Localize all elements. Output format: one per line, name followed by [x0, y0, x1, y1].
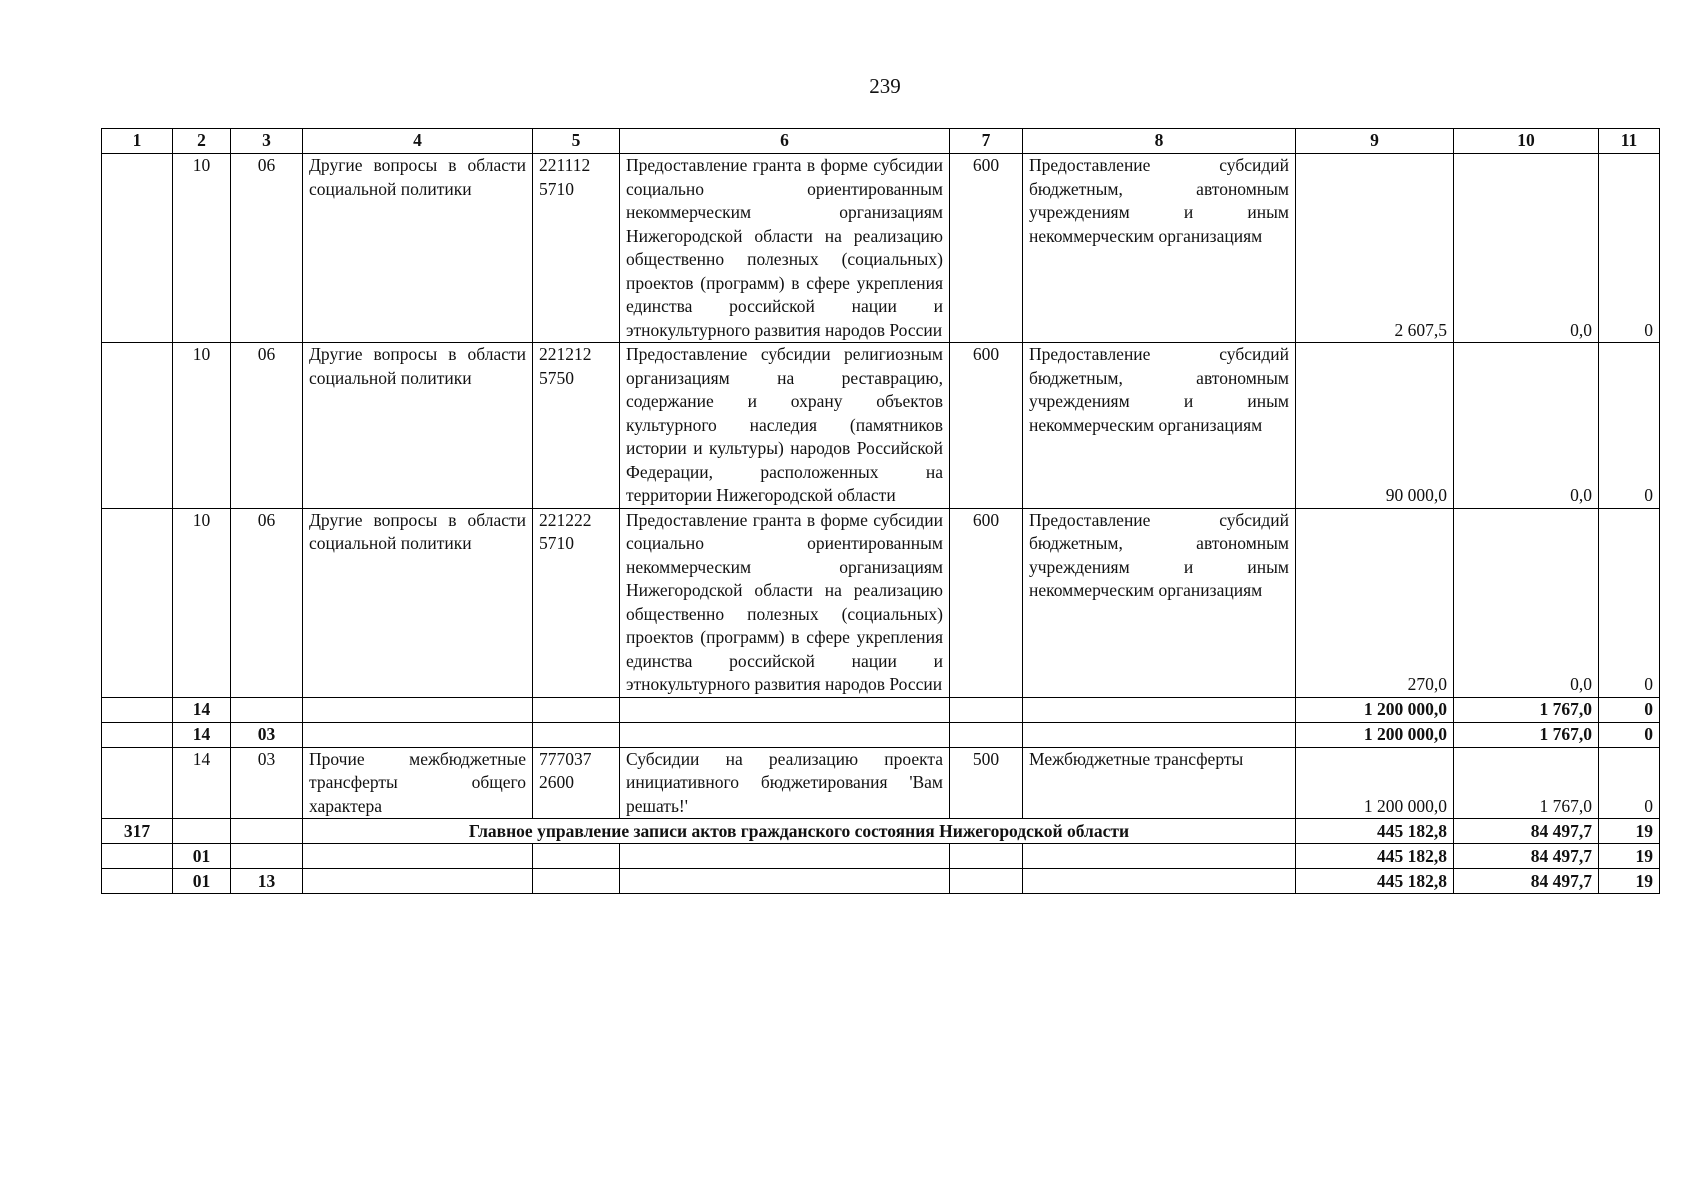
- cell-expense-type: 500: [950, 747, 1023, 819]
- cell-percent: 19: [1599, 869, 1660, 894]
- header-col-7: 7: [950, 129, 1023, 154]
- cell-percent: 0: [1599, 747, 1660, 819]
- cell-amount-planned: 270,0: [1296, 508, 1454, 697]
- table-row: [102, 508, 1660, 697]
- cell-amount-planned: 445 182,8: [1296, 869, 1454, 894]
- header-col-9: 9: [1296, 129, 1454, 154]
- empty-cell: [533, 869, 620, 894]
- cell-percent: 0: [1599, 697, 1660, 722]
- cell-amount-executed: 1 767,0: [1454, 722, 1599, 747]
- empty-cell: [1023, 722, 1296, 747]
- header-col-3: 3: [231, 129, 303, 154]
- empty-cell: [620, 844, 950, 869]
- cell-target-name: Предоставление субсидии религиозным организациям на реставрацию, содержание и охрану объектов культурного наследия (памятников истории и культуры) народов Российской Федерации, расположенных на территории Нижегородской области: [620, 343, 950, 509]
- cell-expense-name: Межбюджетные трансферты: [1023, 747, 1296, 819]
- cell-percent: 0: [1599, 722, 1660, 747]
- cell-amount-planned: 1 200 000,0: [1296, 747, 1454, 819]
- cell-amount-planned: 90 000,0: [1296, 343, 1454, 509]
- cell-target-code: 221112 5710: [533, 154, 620, 343]
- empty-cell: [1023, 869, 1296, 894]
- cell-target-name: Субсидии на реализацию проекта инициативного бюджетирования 'Вам решать!': [620, 747, 950, 819]
- subtotal-row: [102, 844, 1660, 869]
- empty-cell: [102, 869, 173, 894]
- cell-code-1: [102, 508, 173, 697]
- empty-cell: [950, 697, 1023, 722]
- empty-cell: [950, 869, 1023, 894]
- header-col-8: 8: [1023, 129, 1296, 154]
- cell-section: 10: [173, 343, 231, 509]
- empty-cell: [102, 722, 173, 747]
- cell-agency-code: 317: [102, 819, 173, 844]
- cell-amount-planned: 445 182,8: [1296, 819, 1454, 844]
- empty-cell: [950, 844, 1023, 869]
- empty-cell: [1023, 697, 1296, 722]
- header-col-10: 10: [1454, 129, 1599, 154]
- empty-cell: [620, 697, 950, 722]
- cell-amount-planned: 2 607,5: [1296, 154, 1454, 343]
- table-row: [102, 747, 1660, 819]
- empty-cell: [102, 697, 173, 722]
- cell-amount-executed: 1 767,0: [1454, 747, 1599, 819]
- cell-section-name: Другие вопросы в области социальной политики: [303, 508, 533, 697]
- cell-amount-executed: 84 497,7: [1454, 844, 1599, 869]
- cell-amount-executed: 0,0: [1454, 508, 1599, 697]
- cell-amount-planned: 445 182,8: [1296, 844, 1454, 869]
- cell-expense-name: Предоставление субсидий бюджетным, автономным учреждениям и иным некоммерческим организациям: [1023, 508, 1296, 697]
- cell-target-name: Предоставление гранта в форме субсидии социально ориентированным некоммерческим организациям Нижегородской области на реализацию общественно полезных (социальных) проектов (программ) в сфере укрепления единства российской нации и этнокультурного развития народов России: [620, 154, 950, 343]
- cell-subsection: 03: [231, 747, 303, 819]
- cell-amount-executed: 0,0: [1454, 154, 1599, 343]
- empty-cell: [173, 819, 231, 844]
- subtotal-row: [102, 722, 1660, 747]
- cell-amount-executed: 84 497,7: [1454, 819, 1599, 844]
- empty-cell: [533, 844, 620, 869]
- empty-cell: [303, 844, 533, 869]
- empty-cell: [1023, 844, 1296, 869]
- cell-amount-planned: 1 200 000,0: [1296, 722, 1454, 747]
- empty-cell: [533, 697, 620, 722]
- cell-section: 14: [173, 747, 231, 819]
- cell-percent: 19: [1599, 844, 1660, 869]
- cell-section: 01: [173, 869, 231, 894]
- cell-subsection: 06: [231, 154, 303, 343]
- cell-code-1: [102, 343, 173, 509]
- cell-percent: 0: [1599, 508, 1660, 697]
- cell-expense-type: 600: [950, 154, 1023, 343]
- header-col-5: 5: [533, 129, 620, 154]
- empty-cell: [950, 722, 1023, 747]
- cell-percent: 19: [1599, 819, 1660, 844]
- table-row: [102, 343, 1660, 509]
- cell-percent: 0: [1599, 154, 1660, 343]
- cell-subsection: 06: [231, 343, 303, 509]
- cell-expense-name: Предоставление субсидий бюджетным, автономным учреждениям и иным некоммерческим организациям: [1023, 154, 1296, 343]
- table-row: [102, 154, 1660, 343]
- cell-target-code: 221212 5750: [533, 343, 620, 509]
- header-col-6: 6: [620, 129, 950, 154]
- cell-section-name: Прочие межбюджетные трансферты общего характера: [303, 747, 533, 819]
- cell-percent: 0: [1599, 343, 1660, 509]
- cell-amount-executed: 84 497,7: [1454, 869, 1599, 894]
- cell-target-code: 221222 5710: [533, 508, 620, 697]
- cell-code-1: [102, 154, 173, 343]
- cell-section: 01: [173, 844, 231, 869]
- cell-subsection: 03: [231, 722, 303, 747]
- cell-expense-type: 600: [950, 343, 1023, 509]
- empty-cell: [620, 722, 950, 747]
- cell-section-name: Другие вопросы в области социальной политики: [303, 343, 533, 509]
- empty-cell: [533, 722, 620, 747]
- header-col-2: 2: [173, 129, 231, 154]
- header-row: [102, 129, 1660, 154]
- cell-target-code: 777037 2600: [533, 747, 620, 819]
- cell-subsection: 06: [231, 508, 303, 697]
- cell-amount-executed: 0,0: [1454, 343, 1599, 509]
- empty-cell: [231, 697, 303, 722]
- page-number: 239: [869, 74, 901, 98]
- cell-expense-name: Предоставление субсидий бюджетным, автономным учреждениям и иным некоммерческим организациям: [1023, 343, 1296, 509]
- empty-cell: [102, 844, 173, 869]
- cell-subsection: 13: [231, 869, 303, 894]
- empty-cell: [231, 844, 303, 869]
- empty-cell: [102, 747, 173, 819]
- cell-target-name: Предоставление гранта в форме субсидии социально ориентированным некоммерческим организациям Нижегородской области на реализацию общественно полезных (социальных) проектов (программ) в сфере укрепления единства российской нации и этнокультурного развития народов России: [620, 508, 950, 697]
- agency-title: Главное управление записи актов гражданского состояния Нижегородской области: [303, 819, 1296, 844]
- budget-table: [101, 128, 1660, 894]
- header-col-4: 4: [303, 129, 533, 154]
- cell-section: 10: [173, 508, 231, 697]
- empty-cell: [303, 722, 533, 747]
- empty-cell: [231, 819, 303, 844]
- cell-section-name: Другие вопросы в области социальной политики: [303, 154, 533, 343]
- header-col-1: 1: [102, 129, 173, 154]
- cell-amount-executed: 1 767,0: [1454, 697, 1599, 722]
- cell-amount-planned: 1 200 000,0: [1296, 697, 1454, 722]
- cell-expense-type: 600: [950, 508, 1023, 697]
- cell-section: 14: [173, 722, 231, 747]
- header-col-11: 11: [1599, 129, 1660, 154]
- empty-cell: [303, 869, 533, 894]
- subtotal-row: [102, 697, 1660, 722]
- agency-row: [102, 819, 1660, 844]
- subtotal-row: [102, 869, 1660, 894]
- empty-cell: [620, 869, 950, 894]
- cell-section: 14: [173, 697, 231, 722]
- cell-section: 10: [173, 154, 231, 343]
- empty-cell: [303, 697, 533, 722]
